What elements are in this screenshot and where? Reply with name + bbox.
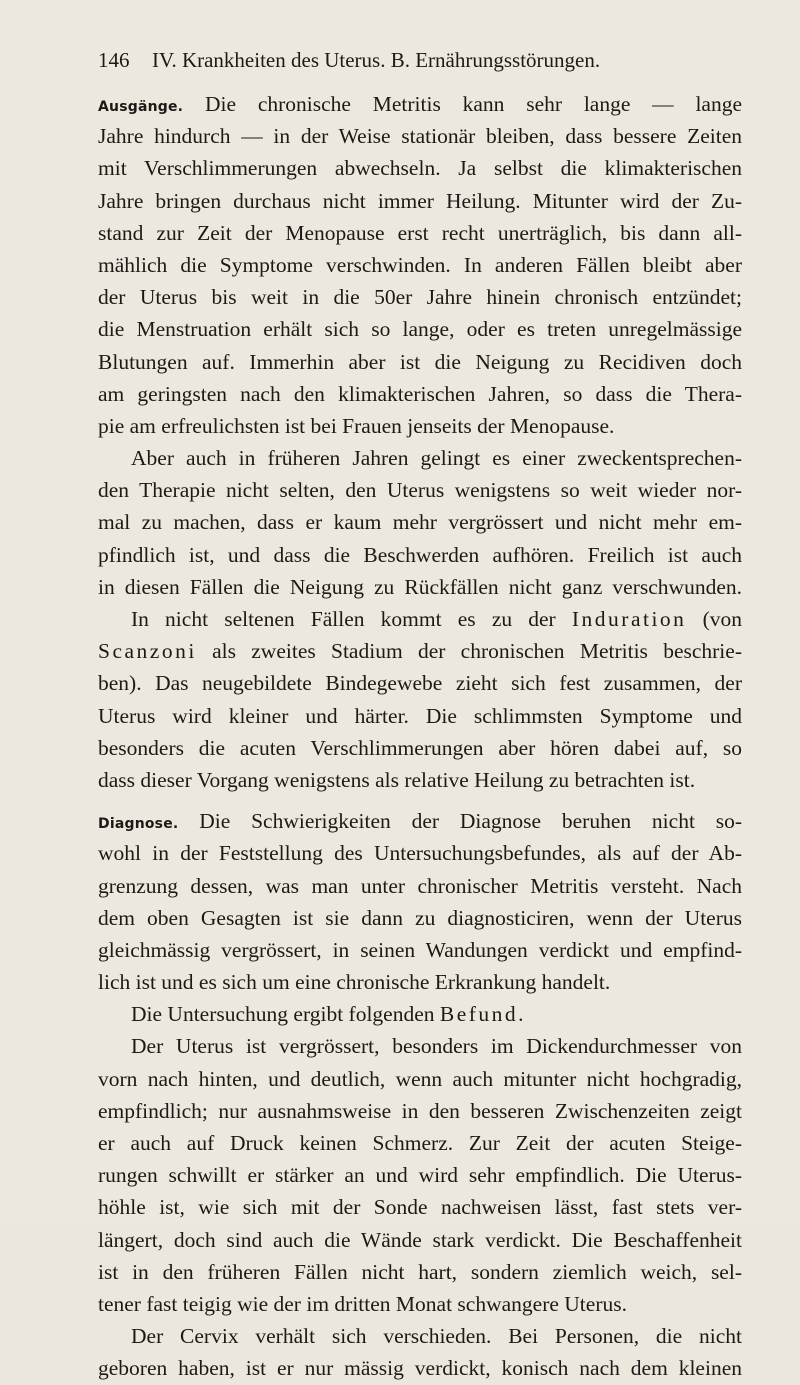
section-gap (98, 796, 742, 805)
text-line: wohl in der Feststellung des Untersuchungsbefundes, als auf der Ab- (98, 841, 742, 866)
text-line: Jahre bringen durchaus nicht immer Heilung. Mitunter wird der Zu- (98, 188, 742, 213)
text-line: der Uterus bis weit in die 50er Jahre hinein chronisch entzündet; (98, 285, 742, 310)
text-line: tener fast teigig wie der im dritten Monat schwangere Uterus. (98, 1291, 627, 1316)
text-line: in diesen Fällen die Neigung zu Rückfällen nicht ganz verschwunden. (98, 574, 742, 599)
page-number: 146 (98, 48, 130, 72)
text-line (98, 998, 742, 1030)
text-line: vorn nach hinten, und deutlich, wenn auch mitunter nicht hochgradig, (98, 1066, 742, 1091)
running-header (98, 48, 740, 78)
text-line: Der Uterus ist vergrössert, besonders im Dickendurchmesser von (131, 1034, 742, 1059)
text-line: geboren haben, ist er nur mässig verdickt, konisch nach dem kleinen (98, 1356, 742, 1381)
text-fragment: In nicht seltenen Fällen kommt es zu der (131, 607, 556, 631)
emphasis-befund: Befund. (439, 1002, 527, 1027)
text-line: ist in den früheren Fällen nicht hart, sondern ziemlich weich, sel- (98, 1259, 742, 1284)
text-line (98, 805, 742, 837)
text-line: Uterus wird kleiner und härter. Die schlimmsten Symptome und (98, 703, 742, 728)
text-line: dass dieser Vorgang wenigstens als relative Heilung zu betrachten ist. (98, 767, 696, 792)
text-line: längert, doch sind auch die Wände stark verdickt. Die Beschaffenheit (98, 1227, 742, 1252)
text-line: mählich die Symptome verschwinden. In anderen Fällen bleibt aber (98, 252, 742, 277)
text-fragment: Die Schwierigkeiten der Diagnose beruhen nicht so- (199, 809, 742, 834)
text-line: mit Verschlimmerungen abwechseln. Ja selbst die klimakterischen (98, 156, 742, 181)
text-line: Der Cervix verhält sich verschieden. Bei Personen, die nicht (131, 1324, 742, 1349)
text-line (98, 635, 742, 667)
text-line: rungen schwillt er stärker an und wird sehr empfindlich. Die Uterus- (98, 1163, 742, 1188)
text-fragment: (von (702, 607, 743, 631)
author-scanzoni: Scanzoni (98, 639, 197, 664)
text-line: ben). Das neugebildete Bindegewebe zieht sich fest zusammen, der (98, 671, 742, 696)
section-heading-diagnose: Diagnose. (98, 816, 179, 833)
text-line: lich ist und es sich um eine chronische Erkrankung handelt. (98, 970, 611, 995)
text-fragment: Die chronische Metritis kann sehr lange — lange (205, 92, 743, 116)
text-line: grenzung dessen, was man unter chronischer Metritis versteht. Nach (98, 873, 742, 898)
text-line: er auch auf Druck keinen Schmerz. Zur Zeit der acuten Steige- (98, 1131, 742, 1155)
section-heading-ausgaenge: Ausgänge. (98, 99, 184, 115)
text-line: pfindlich ist, und dass die Beschwerden aufhören. Freilich ist auch (98, 542, 742, 567)
text-fragment: als zweites Stadium der chronischen Metritis beschrie- (212, 639, 742, 664)
text-line (98, 88, 742, 120)
text-line: pie am erfreulichsten ist bei Frauen jenseits der Menopause. (98, 413, 615, 438)
emphasis-induration: Induration (571, 607, 687, 631)
text-line: besonders die acuten Verschlimmerungen aber hören dabei auf, so (98, 735, 742, 760)
text-line: Aber auch in früheren Jahren gelingt es einer zweckentsprechen- (131, 446, 742, 471)
text-line: gleichmässig vergrössert, in seinen Wandungen verdickt und empfind- (98, 937, 742, 962)
text-line: Jahre hindurch — in der Weise stationär bleiben, dass bessere Zeiten (98, 124, 742, 149)
text-line: am geringsten nach den klimakterischen Jahren, so dass die Thera- (98, 381, 742, 406)
text-line: empfindlich; nur ausnahmsweise in den besseren Zwischenzeiten zeigt (98, 1098, 742, 1123)
running-title: IV. Krankheiten des Uterus. B. Ernährungsstörungen. (152, 48, 601, 72)
body-text (98, 88, 742, 1385)
text-line: stand zur Zeit der Menopause erst recht unerträglich, bis dann all- (98, 220, 742, 245)
text-line: den Therapie nicht selten, den Uterus wenigstens so weit wieder nor- (98, 478, 742, 503)
text-line: die Menstruation erhält sich so lange, oder es treten unregelmässige (98, 317, 742, 342)
text-fragment: Die Untersuchung ergibt folgenden (131, 1002, 435, 1027)
text-line: höhle ist, wie sich mit der Sonde nachweisen lässt, fast stets ver- (98, 1195, 742, 1220)
text-line: Blutungen auf. Immerhin aber ist die Neigung zu Recidiven doch (98, 349, 742, 374)
text-line (98, 603, 742, 635)
text-line: mal zu machen, dass er kaum mehr vergrössert und nicht mehr em- (98, 510, 742, 535)
text-line: dem oben Gesagten ist sie dann zu diagnosticiren, wenn der Uterus (98, 905, 742, 930)
